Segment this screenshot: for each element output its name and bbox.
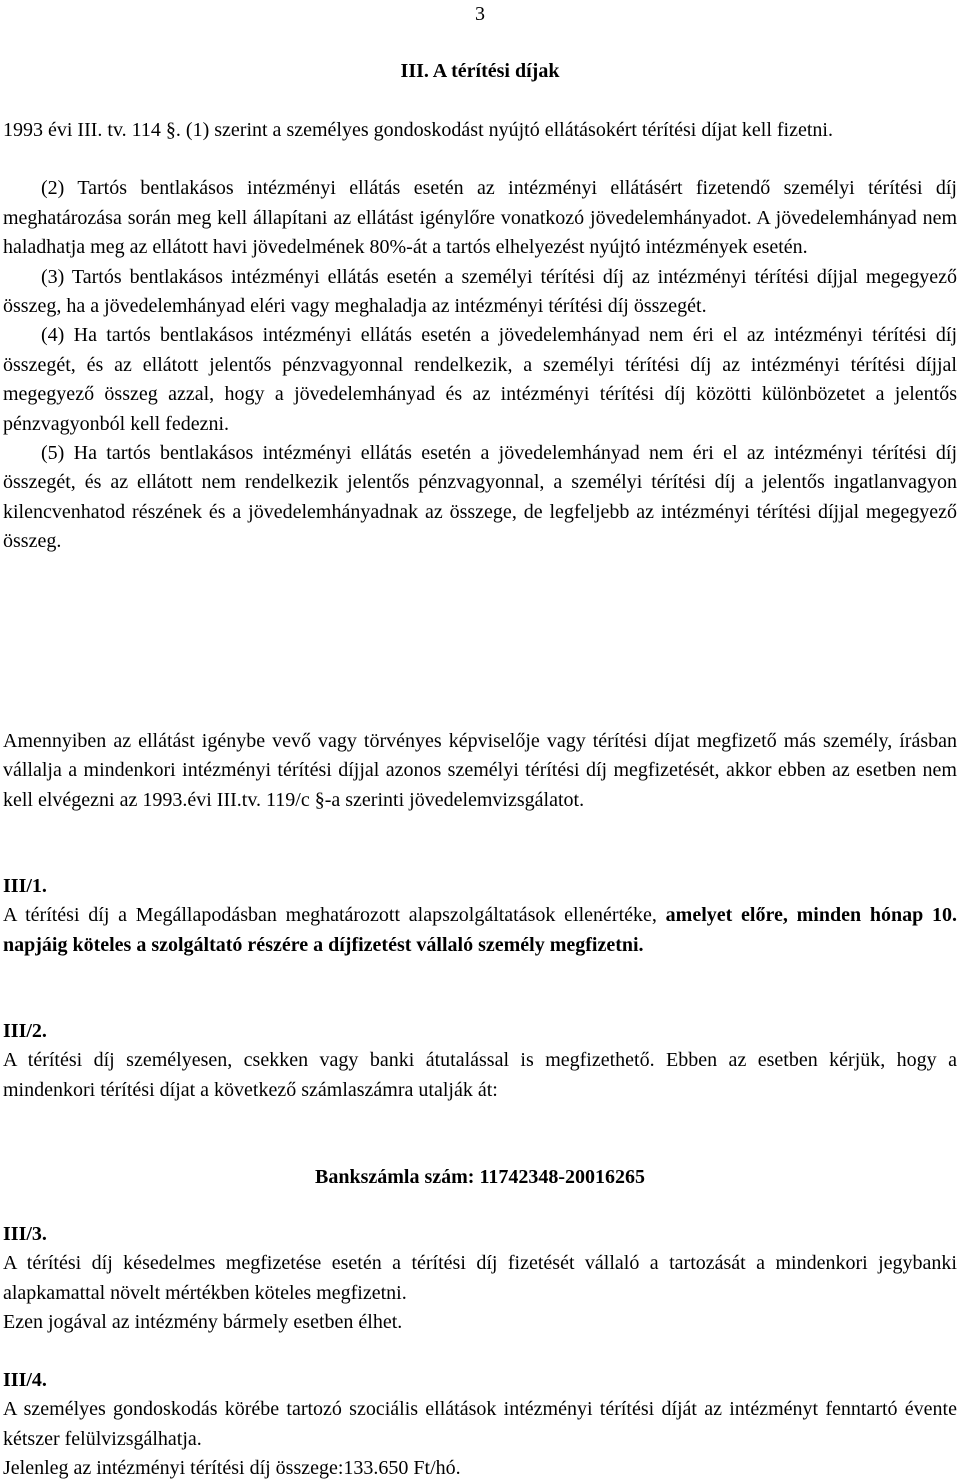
income-check-block xyxy=(3,727,957,815)
bank-account-number: Bankszámla szám: 11742348-20016265 xyxy=(315,1166,645,1188)
paragraph-3: (3) Tartós bentlakásos intézményi ellátás esetén a személyi térítési díj az intézményi térítési díjjal megegyező összeg, ha a jövedelemhányad eléri vagy meghaladja az intézményi térítési díj összegét. xyxy=(3,265,957,318)
section-text xyxy=(3,901,957,960)
paragraph-5: (5) Ha tartós bentlakásos intézményi ellátás esetén a jövedelemhányad nem éri el az intézményi térítési díj összegét, és az ellátott nem rendelkezik jelentős pénzvagyonnal, a személyi térítési díj a jelentős ingatlanvagyon kilencvenhatod részének és a jövedelemhányadnak az összege, de legfeljebb az intézményi térítési díjjal megegyező összeg. xyxy=(3,442,957,553)
section-iii-1 xyxy=(3,872,957,960)
current-fee: Jelenleg az intézményi térítési díj összege:133.650 Ft/hó. xyxy=(3,1457,461,1480)
section-iii-2 xyxy=(3,1017,957,1105)
section-heading: III/1. xyxy=(3,875,47,897)
section-text: A térítési díj személyesen, csekken vagy banki átutalással is megfizethető. Ebben az esetben kérjük, hogy a mindenkori térítési díjat a következő számlaszámra utalják át: xyxy=(3,1049,957,1101)
section-heading: III/4. xyxy=(3,1369,47,1391)
section-heading: III/2. xyxy=(3,1020,47,1042)
section-heading: III/3. xyxy=(3,1223,47,1245)
section-iii-3 xyxy=(3,1220,957,1338)
section-note: Ezen jogával az intézmény bármely esetben élhet. xyxy=(3,1311,403,1334)
paragraph-2: (2) Tartós bentlakásos intézményi ellátás esetén az intézményi ellátásért fizetendő személyi térítési díj meghatározása során meg kell állapítani az ellátást igénylőre vonatkozó jövedelemhányadot. A jövedelemhányad nem haladhatja meg az ellátott havi jövedelmének 80%-át a tartós elhelyezést nyújtó intézmények esetén. xyxy=(3,177,957,259)
section-text: A személyes gondoskodás körébe tartozó szociális ellátások intézményi térítési díját az intézményt fenntartó évente kétszer felülvizsgálhatja. xyxy=(3,1398,957,1450)
chapter-title: III. A térítési díjak xyxy=(400,60,560,82)
section-text-bold: amelyet előre, minden hónap 10. napjáig köteles a szolgáltató részére a díjfizetést vállaló személy megfizetni. xyxy=(3,904,957,956)
section-text-plain: A térítési díj a Megállapodásban meghatározott alapszolgáltatások ellenértéke, xyxy=(3,904,666,927)
intro-block xyxy=(3,116,957,557)
section-text: A térítési díj késedelmes megfizetése esetén a térítési díj fizetését vállaló a tartozását a mindenkori jegybanki alapkamattal növelt mértékben köteles megfizetni. xyxy=(3,1252,957,1304)
page-number: 3 xyxy=(475,3,485,25)
section-iii-4 xyxy=(3,1366,957,1484)
paragraph-1: 1993 évi III. tv. 114 §. (1) szerint a személyes gondoskodást nyújtó ellátásokért térítési díjat kell fizetni. xyxy=(3,119,833,141)
paragraph-4: (4) Ha tartós bentlakásos intézményi ellátás esetén a jövedelemhányad nem éri el az intézményi térítési díj összegét, és az ellátott jelentős pénzvagyonnal rendelkezik, a személyi térítési díj az intézményi térítési díjjal megegyező összeg azzal, hogy a jövedelemhányad és az intézményi térítési díj közötti különbözetet a jelentős pénzvagyonból kell fedezni. xyxy=(3,324,957,435)
paragraph-income-check: Amennyiben az ellátást igénybe vevő vagy törvényes képviselője vagy térítési díjat megfizető más személy, írásban vállalja a mindenkori intézményi térítési díjjal azonos személyi térítési díj megfizetését, akkor ebben az esetben nem kell elvégezni az 1993.évi III.tv. 119/c §-a szerinti jövedelemvizsgálatot. xyxy=(3,730,957,811)
